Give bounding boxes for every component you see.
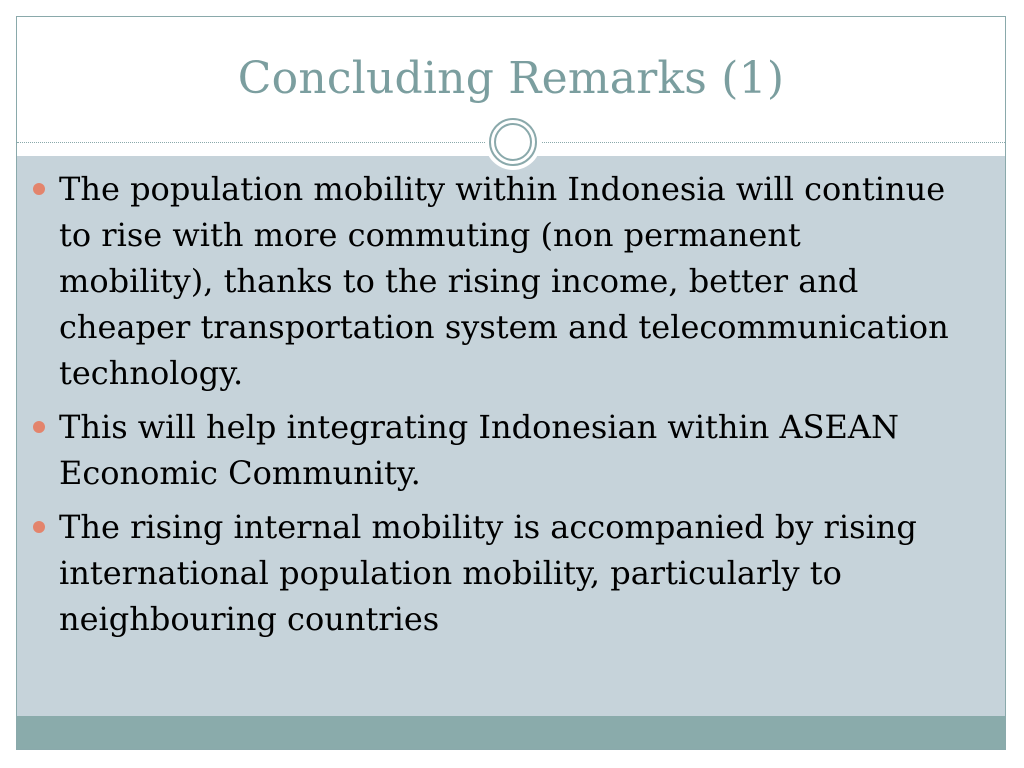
bullet-item [30, 504, 960, 642]
outer-ring [489, 118, 537, 166]
slide-title: Concluding Remarks (1) [237, 53, 785, 104]
footer-bar [17, 716, 1005, 750]
double-circle-ornament-icon [485, 114, 541, 170]
bullet-text: This will help integrating Indonesian within ASEAN Economic Community. [59, 408, 900, 492]
round-bullet-icon [33, 183, 45, 195]
bullet-text: The population mobility within Indonesia will continue to rise with more commuting (non permanent mobility), thanks to the rising income, better and cheaper transportation system and telecommunication technology. [59, 170, 949, 392]
inner-ring [494, 123, 532, 161]
bullet-text: The rising internal mobility is accompanied by rising international population mobility, particularly to neighbouring countries [59, 508, 917, 638]
bullet-item [30, 404, 960, 496]
bullet-item [30, 166, 960, 396]
bullet-list [30, 166, 960, 650]
round-bullet-icon [33, 421, 45, 433]
round-bullet-icon [33, 521, 45, 533]
